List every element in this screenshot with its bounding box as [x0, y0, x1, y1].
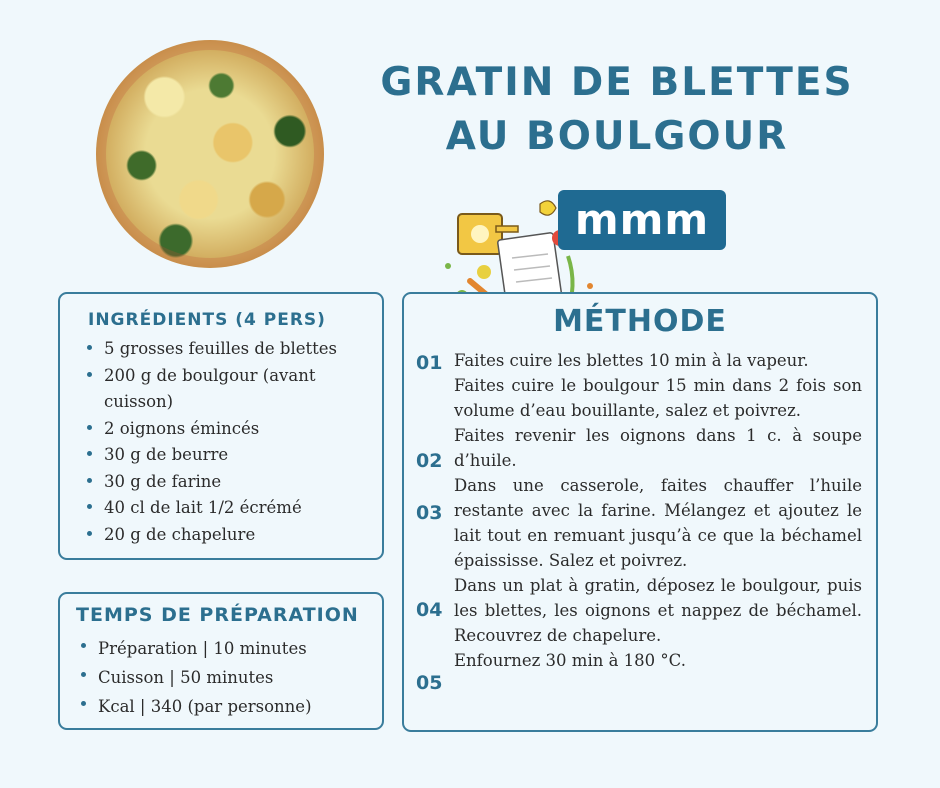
ingredient-item: 30 g de farine [82, 469, 364, 496]
step-number: 01 [416, 352, 443, 374]
method-step: Enfournez 30 min à 180 °C. [454, 651, 686, 670]
step-number: 04 [416, 599, 443, 621]
prep-item: Préparation | 10 minutes [76, 634, 364, 663]
mmm-badge: mmm [558, 190, 726, 250]
ingredient-item: 40 cl de lait 1/2 écrémé [82, 495, 364, 522]
title-line-2: AU BOULGOUR [445, 114, 789, 159]
prep-list [76, 634, 364, 721]
ingredient-item: 5 grosses feuilles de blettes [82, 336, 364, 363]
method-card [402, 292, 878, 732]
ingredient-item: 200 g de boulgour (avant cuisson) [82, 363, 364, 416]
title-line-1: GRATIN DE BLETTES [380, 60, 854, 105]
prep-heading: TEMPS DE PRÉPARATION [76, 604, 359, 626]
method-heading: MÉTHODE [553, 304, 727, 339]
method-steps [454, 348, 862, 673]
recipe-title [372, 56, 862, 164]
ingredients-heading: INGRÉDIENTS (4 PERS) [88, 310, 326, 330]
method-step: Dans une casserole, faites chauffer l’huile restante avec la farine. Mélangez et ajoutez le lait tout en remuant jusqu’à ce que la béchamel épaississe. Salez et poivrez. [454, 476, 862, 570]
step-number: 02 [416, 450, 443, 472]
method-step: Faites cuire les blettes 10 min à la vapeur. [454, 351, 809, 370]
gratin-photo [96, 40, 324, 268]
step-number: 03 [416, 502, 443, 524]
dish-edge [96, 40, 324, 268]
ingredients-card [58, 292, 384, 560]
method-step: Faites revenir les oignons dans 1 c. à soupe d’huile. [454, 426, 862, 470]
method-step: Faites cuire le boulgour 15 min dans 2 fois son volume d’eau bouillante, salez et poivrez. [454, 376, 862, 420]
prep-time-card [58, 592, 384, 730]
prep-item: Cuisson | 50 minutes [76, 663, 364, 692]
ingredient-item: 2 oignons émincés [82, 416, 364, 443]
method-step: Dans un plat à gratin, déposez le boulgour, puis les blettes, les oignons et nappez de béchamel. Recouvrez de chapelure. [454, 576, 862, 645]
ingredient-item: 30 g de beurre [82, 442, 364, 469]
step-number: 05 [416, 672, 443, 694]
ingredient-item: 20 g de chapelure [82, 522, 364, 549]
ingredients-list [82, 336, 364, 548]
prep-item: Kcal | 340 (par personne) [76, 692, 364, 721]
